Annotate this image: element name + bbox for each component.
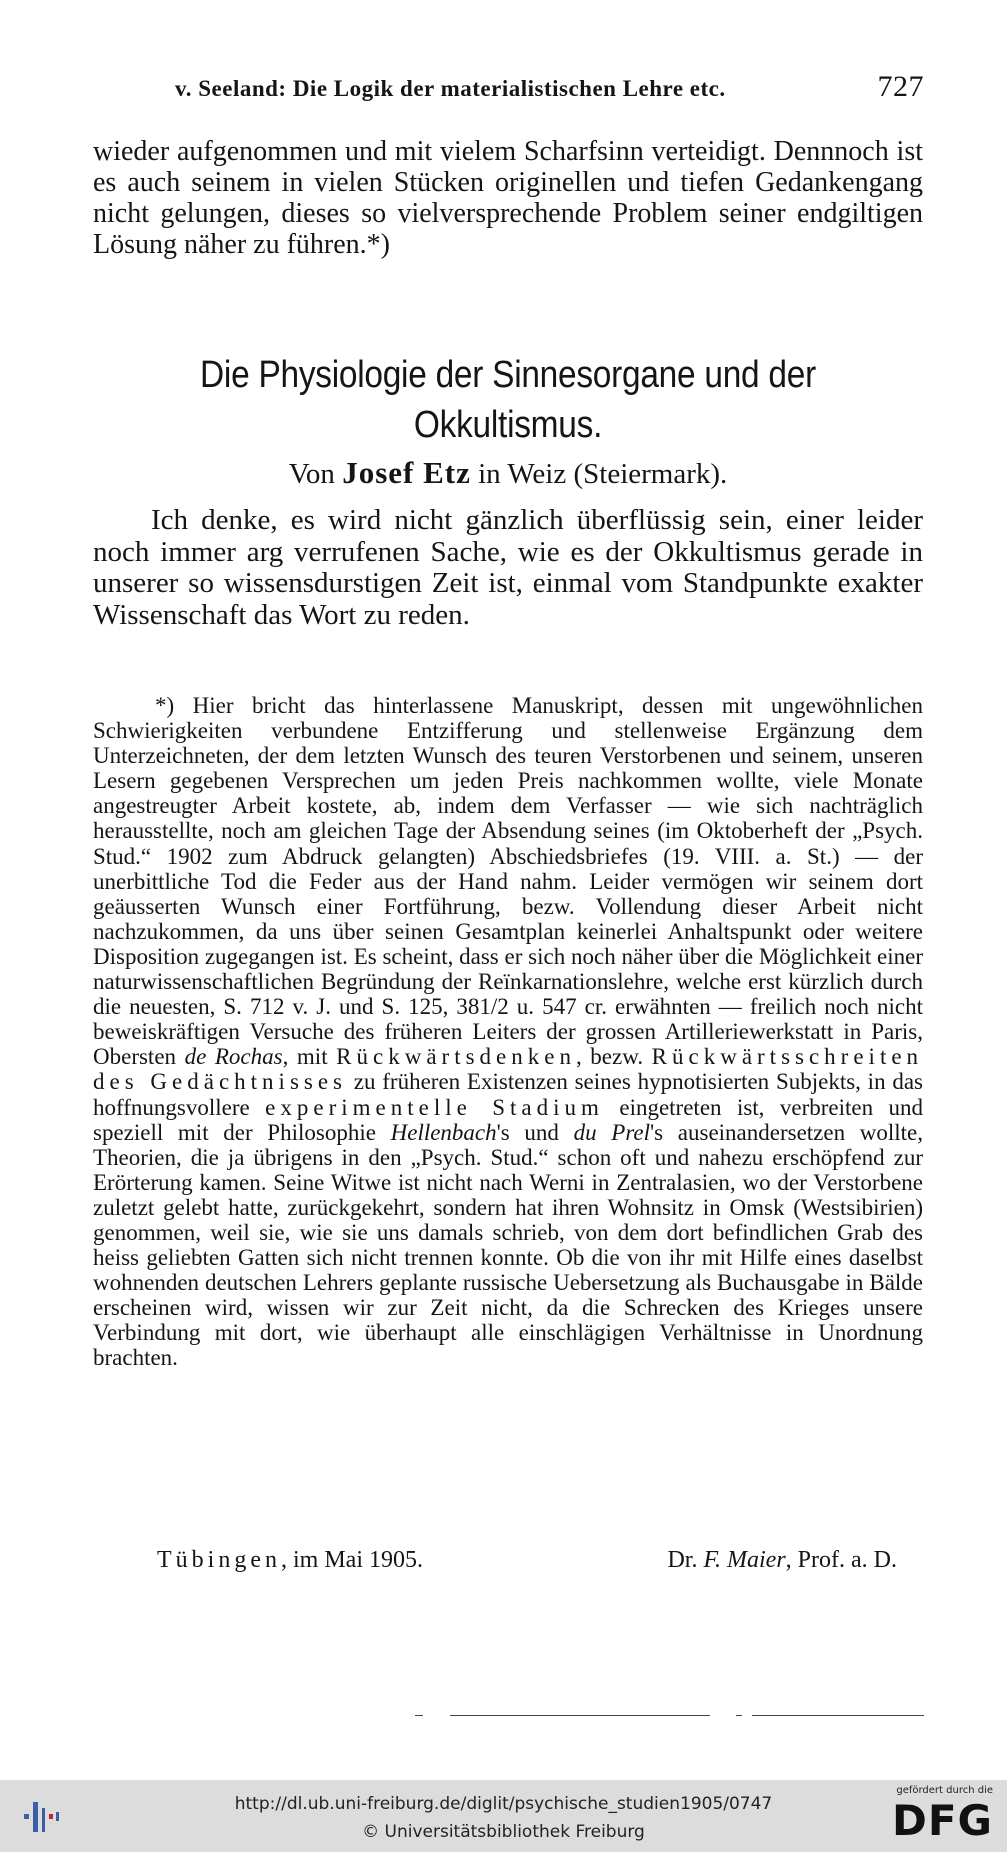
footnote-spaced-1: Rückwärtsdenken [336,1044,576,1070]
footnote-part-1: *) Hier bricht das hinterlassene Manuskript, dessen mit ungewöhnlichen Schwierigkeiten verbundene Entzifferung und stellenweise Ergänzung dem Unterzeichneten, der dem letzten Wunsch des teuren Verstorbenen und seinem, unseren Lesern gegebenen Versprechen um jeden Preis nachkommen wollte, viele Monate angestreugter Arbeit kostete, ab, indem dem Verfasser — wie sich nachträglich herausstellte, noch am gleichen Tage der Absendung seines (im Oktoberheft der „Psych. Stud.“ 1902 zum Abdruck gelangten) Abschiedsbriefes (19. VIII. a. St.) — der unerbittliche Tod die Feder aus der Hand nahm. Leider vermögen wir seinem dort geäusserten Wunsch einer Fortführung, bezw. Vollendung dieser Arbeit nicht nachzukommen, da uns über seinen Gesamtplan keinerlei Anhaltspunkt oder weitere Disposition zugegangen ist. Es scheint, dass er sich noch näher über die Möglichkeit einer naturwissenschaftlichen Begründung der Reïnkarnationslehre, welche erst kürzlich durch die neuesten, S. 712 v. J. und S. 125, 381/2 u. 547 cr. erwähnten — freilich noch nicht beweiskräftigen Versuche des früheren Leiters der grossen Artilleriewerkstatt in Paris, Obersten [93,693,923,1070]
dfg-logo-icon: DFG [891,1796,993,1845]
rule-dash [415,1715,423,1716]
footnote-part-4: zu früheren Existenzen seines hypnotisierten Subjekts, in das hoffnungsvollere [93,1069,924,1120]
rule-long-2 [752,1715,924,1716]
footnote-name-hellenbach: Hellenbach [390,1119,497,1145]
footnote-part-6: 's und [496,1119,559,1145]
footnote-name-prel: du Prel [573,1119,651,1145]
article-paragraph [93,505,923,631]
signature-date: , im Mai 1905. [280,1547,423,1573]
byline-prefix: Von [288,458,335,490]
signer-suffix: , Prof. a. D. [785,1547,897,1573]
page-number: 727 [877,70,924,103]
rule-dash [736,1715,742,1716]
signer-name: F. Maier [703,1547,786,1573]
article-title-line-1: Die Physiologie der Sinnesorgane und der [200,354,816,396]
footnote-part-3: , bezw. [575,1044,644,1070]
intro-paragraph: wieder aufgenommen und mit vielem Scharfsinn verteidigt. Dennnoch ist es auch seinem in vielen Stücken originellen und tiefen Gedankengang nicht gelungen, dieses so vielversprechende Problem seiner endgiltigen Lösung näher zu führen.*) [93,136,923,260]
footnote-part-2: , mit [282,1044,328,1070]
footer-bar [0,1780,1007,1852]
footer-copyright: © Universitätsbibliothek Freiburg [362,1822,645,1842]
footer-url[interactable]: http://dl.ub.uni-freiburg.de/diglit/psychische_studien1905/0747 [234,1794,773,1814]
dfg-note: gefördert durch die [896,1785,993,1796]
footnote-spaced-2: Rückwärtsschreiten des Gedächtnisses [93,1044,924,1095]
running-head-title: v. Seeland: Die Logik der materialistischen Lehre etc. [175,76,726,101]
bottom-rules [0,1715,1007,1719]
article-title-line-2: Okkultismus. [413,404,603,446]
dfg-sponsor [883,1784,993,1848]
footnote-part-7: 's auseinandersetzen wollte, Theorien, die ja übrigens in den „Psych. Stud.“ schon oft und nahezu erschöpfend zur Erörterung kamen. Seine Witwe ist nicht nach Werni in Zentralasien, wo der Verstorbene zuletzt gelebt hatte, zurückgekehrt, sondern hat ihren Wohnsitz in Omsk (Westsibirien) genommen, weil sie, wie sie uns damals schrieb, von dem dort befindlichen Grab des heiss geliebten Gatten sich nicht trennen konnte. Ob die von ihr mit Hilfe eines daselbst wohnenden deutschen Lehrers geplante russische Uebersetzung als Buchausgabe in Bälde erscheinen wird, wissen wir zur Zeit nicht, da die Schrecken des Krieges unsere Verbindung mit dort, wie überhaupt alle einschlägigen Verhältnisse in Unordnung brachten. [93,1119,924,1371]
footnote-part-5: eingetreten ist, verbreiten und speziell mit der Philosophie [93,1094,924,1145]
signature-signer [667,1547,897,1574]
byline-author: Josef Etz [342,455,471,490]
signature-city: Tübingen [157,1547,281,1573]
footnote-spaced-3: experimentelle Stadium [265,1094,604,1120]
rule-long-1 [450,1715,710,1716]
running-head [175,70,924,106]
footnote [93,693,923,1371]
article-paragraph-text: Ich denke, es wird nicht gänzlich überflüssig sein, einer leider noch immer arg verrufenen Sache, wie es der Okkultismus gerade in unserer so wissensdurstigen Zeit ist, einmal vom Standpunkte exakter Wissenschaft das Wort zu reden. [93,504,923,631]
signature-place [157,1547,423,1574]
article-title [143,350,873,450]
footnote-name-rochas: de Rochas [184,1044,283,1070]
signer-prefix: Dr. [667,1547,698,1573]
signature-line [157,1547,897,1577]
byline-suffix: in Weiz (Steiermark). [478,458,728,490]
article-byline [93,455,923,491]
